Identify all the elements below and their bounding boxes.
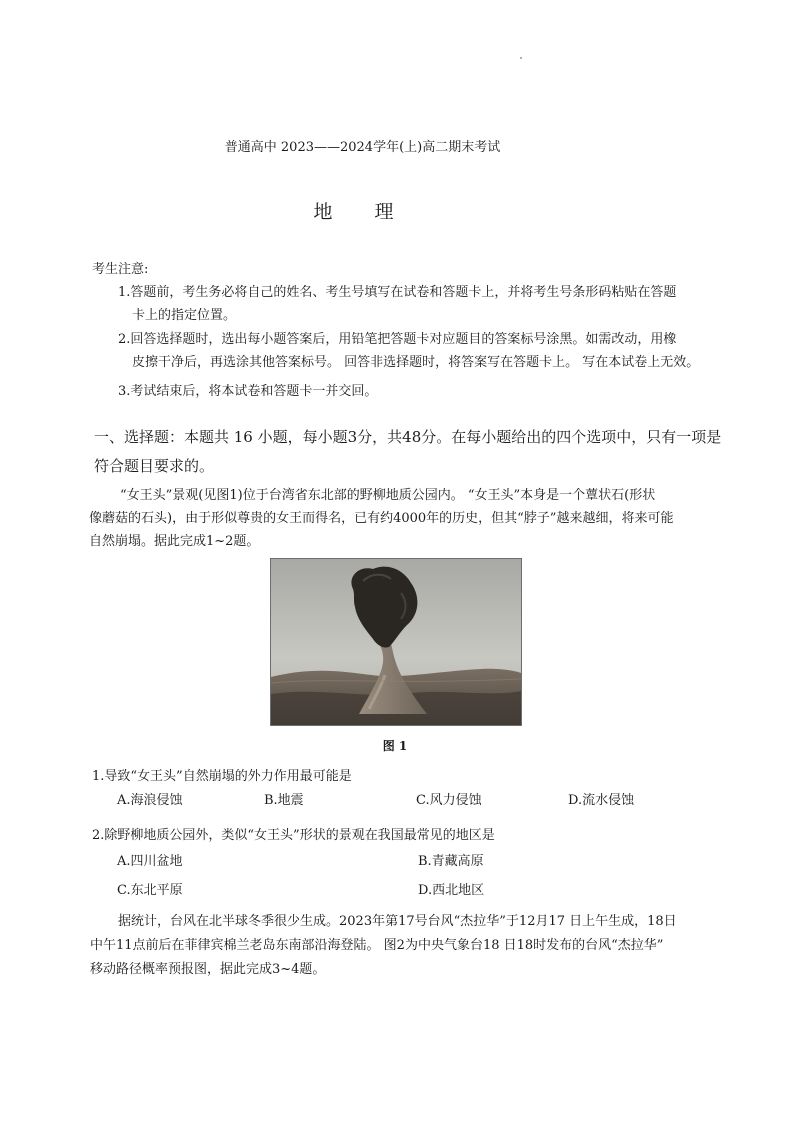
question-2-stem: 2.除野柳地质公园外，类似“女王头”形状的景观在我国最常见的地区是	[92, 828, 495, 843]
section-1-heading-line-1: 一、选择题：本题共 16 小题，每小题3分，共48分。在每小题给出的四个选项中，只有一项是	[94, 428, 722, 446]
question-1-option-a: A.海浪侵蚀	[117, 793, 183, 808]
notice-heading: 考生注意:	[92, 262, 149, 277]
question-2-option-a: A.四川盆地	[117, 854, 183, 869]
passage-2-line-3: 移动路径概率预报图，据此完成3~4题。	[90, 962, 326, 977]
exam-title: 普通高中 2023——2024学年(上)高二期末考试	[224, 140, 501, 155]
queens-head-rock-photo	[270, 558, 522, 726]
question-1-option-b: B.地震	[264, 793, 304, 808]
section-1-heading-line-2: 符合题目要求的。	[94, 457, 215, 475]
passage-1-line-1: “女王头”景观(见图1)位于台湾省东北部的野柳地质公园内。 “女王头”本身是一个蕈状石(形状	[120, 488, 656, 503]
notice-item-2-line-2: 皮擦干净后，再选涂其他答案标号。 回答非选择题时，将答案写在答题卡上。 写在本试卷上无效。	[132, 355, 700, 370]
scan-speck	[520, 57, 522, 59]
rock-photo-illustration	[271, 559, 521, 725]
question-2-option-c: C.东北平原	[117, 883, 183, 898]
question-1-option-d: D.流水侵蚀	[568, 793, 635, 808]
question-1-stem: 1.导致“女王头”自然崩塌的外力作用最可能是	[92, 769, 352, 784]
question-2-option-b: B.青藏高原	[418, 854, 484, 869]
notice-item-2-line-1: 2.回答选择题时，选出每小题答案后，用铅笔把答题卡对应题目的答案标号涂黑。如需改动，用橡	[118, 332, 677, 347]
passage-1-line-3: 自然崩塌。据此完成1~2题。	[89, 534, 260, 549]
passage-2-line-2: 中午11点前后在菲律宾棉兰老岛东南部沿海登陆。 图2为中央气象台18 日18时发布的台风“杰拉华”	[90, 938, 664, 953]
passage-2-line-1: 据统计，台风在北半球冬季很少生成。2023年第17号台风“杰拉华”于12月17 日上午生成，18日	[118, 914, 677, 929]
question-1-option-c: C.风力侵蚀	[416, 793, 482, 808]
question-2-option-d: D.西北地区	[418, 883, 485, 898]
notice-item-1-line-2: 卡上的指定位置。	[132, 308, 237, 323]
figure-1-caption: 图 1	[382, 739, 408, 753]
notice-item-3: 3.考试结束后，将本试卷和答题卡一并交回。	[118, 384, 378, 399]
subject-title: 地 理	[313, 201, 412, 223]
passage-1-line-2: 像蘑菇的石头)，由于形似尊贵的女王而得名，已有约4000年的历史，但其“脖子”越来越细，将来可能	[89, 511, 674, 526]
notice-item-1-line-1: 1.答题前，考生务必将自己的姓名、考生号填写在试卷和答题卡上，并将考生号条形码粘贴在答题	[118, 285, 677, 300]
